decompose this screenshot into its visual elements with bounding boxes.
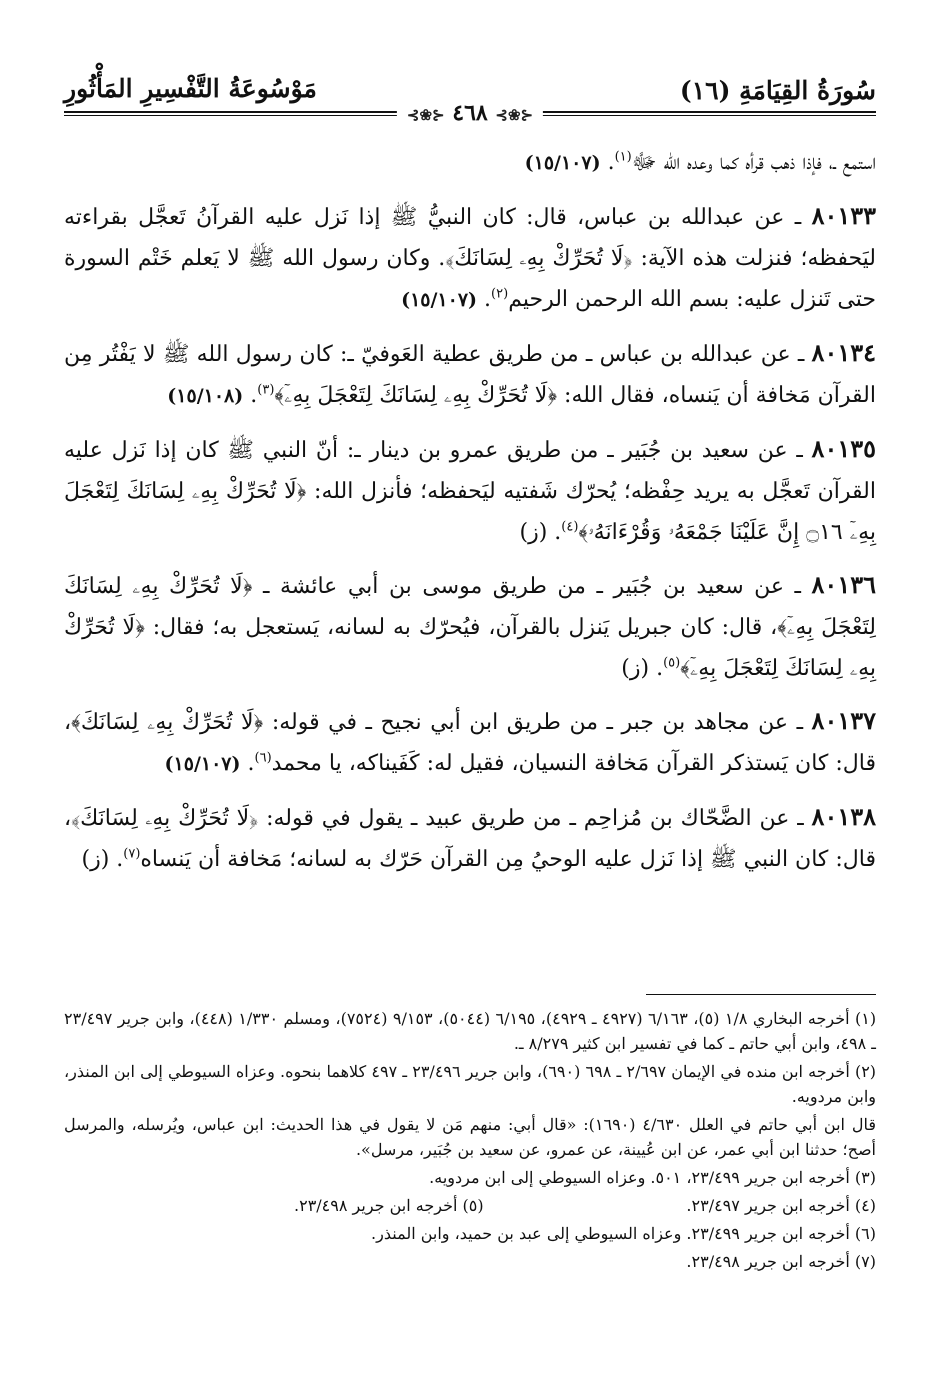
narration-80135: [64, 428, 876, 553]
narration-text: ـ عن سعيد بن جُبَير ـ من طريق موسى بن أبي عائشة ـ ﴿لَا تُحَرِّكْ بِهِۦ لِسَانَكَ لِتَعْجَلَ بِهِۦٓ﴾، قال: كان جبريل يَنزل بالقرآن، فيُحرّك به لسانه، يَستعجل به؛ فقال: ﴿لَا تُحَرِّكْ بِهِۦ لِسَانَكَ لِتَعْجَلَ بِهِۦٓ﴾: [64, 574, 876, 681]
footnote-marker: (٧): [123, 846, 141, 862]
narration-continued: [64, 142, 876, 184]
book-title: مَوْسُوعَةُ التَّفْسِيرِ المَأْثُورِ: [64, 74, 317, 103]
narration-text: ـ عن عبدالله بن عباس ـ من طريق عطية العَوفيّ ـ: كان رسول الله ﷺ لا يَفْتُر مِن القرآن مَخافة أن يَنساه، فقال الله: ﴿لَا تُحَرِّكْ بِهِۦ لِسَانَكَ لِتَعْجَلَ بِهِۦٓ﴾: [64, 342, 876, 408]
source-reference: (١٥/١٠٨): [167, 385, 244, 407]
footnote-1: (١) أخرجه البخاري ١/٨ (٥)، ٦/١٦٣ (٤٩٢٧ ـ ٤٩٢٩)، ٦/١٩٥ (٥٠٤٤)، ٩/١٥٣ (٧٥٢٤)، ومسلم ١/٣٣٠ (٤٤٨)، وابن جرير ٢٣/٤٩٧ ـ ٤٩٨، وابن أبي حاتم ـ كما في تفسير ابن كثير ٨/٢٧٩ ـ.: [64, 1009, 877, 1053]
narration-number: ٨٠١٣٤: [811, 338, 876, 367]
narration-text: ـ عن عبدالله بن عباس، قال: كان النبيُّ ﷺ إذا نَزل عليه القرآنُ تَعجَّل بقراءته ليَحفظه؛ فنزلت هذه الآية: ﴿لَا تُحَرِّكْ بِهِۦ لِسَانَكَ﴾. وكان رسول الله ﷺ لا يَعلم خَتْم السورة حتى تَنزل عليه: بسم الله الرحمن الرحيم: [64, 205, 876, 312]
narration-number: ٨٠١٣٥: [811, 434, 876, 463]
narration-tail: .: [607, 150, 615, 175]
footnote-marker: (٣): [257, 382, 275, 398]
running-header: [64, 70, 876, 130]
narration-number: ٨٠١٣٣: [811, 201, 877, 230]
narration-tail: .: [484, 287, 492, 312]
narration-number: ٨٠١٣٧: [811, 706, 876, 735]
footnote-2-note: قال ابن أبي حاتم في العلل ٤/٦٣٠ (١٦٩٠): «قال أبي: منهم مَن لا يقول في هذا الحديث: ابن عباس، ويُرسله، والمرسل أصح؛ حدثنا ابن أبي عمر، عن ابن عُيينة، عن عمرو، عن سعيد بن جُبَير، مرسل».: [64, 1115, 876, 1159]
source-reference: (١٥/١٠٧): [524, 152, 601, 174]
footnote-marker: (٢): [491, 286, 509, 302]
page-number: ٤٦٨: [452, 100, 488, 126]
page-number-box: [397, 100, 543, 126]
footnote-separator: [646, 994, 876, 995]
narration-number: ٨٠١٣٦: [811, 570, 876, 599]
footnote-2: (٢) أخرجه ابن منده في الإيمان ٢/٦٩٧ ـ ٦٩٨ (٦٩٠)، وابن جرير ٢٣/٤٩٦ ـ ٤٩٧ كلاهما بنحوه. وعزاه السيوطي إلى ابن المنذر، وابن مردويه.: [64, 1062, 877, 1106]
narration-tail: . (ز): [81, 847, 124, 872]
narration-80134: [64, 332, 876, 417]
ornament-icon: ⊰❀⊱: [495, 106, 534, 124]
footnote-3: (٣) أخرجه ابن جرير ٢٣/٤٩٩، ٥٠١. وعزاه السيوطي إلى ابن مردويه.: [429, 1168, 876, 1187]
surah-title: سُورَةُ القِيَامَةِ (١٦): [679, 76, 876, 105]
narration-text: استمع ـ، فإذا ذهب قرأه كما وعده الله ﷻ: [631, 150, 876, 175]
narration-80137: [64, 700, 876, 785]
narration-text: ـ عن مجاهد بن جبر ـ من طريق ابن أبي نجيح ـ في قوله: ﴿لَا تُحَرِّكْ بِهِۦ لِسَانَكَ﴾، قال: كان يَستذكر القرآن مَخافة النسيان، فقيل له: كَفَيناكه، يا محمد: [64, 710, 876, 776]
footnote-marker: (٤): [561, 519, 579, 535]
footnote-row-4-5: [64, 1193, 876, 1218]
narration-tail: . (ز): [621, 656, 664, 681]
narration-80138: [64, 796, 876, 880]
footnotes: [64, 1006, 876, 1277]
footnote-5: (٥) أخرجه ابن جرير ٢٣/٤٩٨.: [294, 1196, 484, 1215]
source-reference: (١٥/١٠٧): [401, 289, 478, 311]
narration-tail: . (ز): [519, 520, 562, 545]
narration-80136: [64, 564, 876, 689]
narration-text: ـ عن سعيد بن جُبَير ـ من طريق عمرو بن دينار ـ: أنّ النبي ﷺ كان إذا نَزل عليه القرآن تَعجَّل به يريد حِفْظه؛ يُحرّك شَفتيه ليَحفظه؛ فأنزل الله: ﴿لَا تُحَرِّكْ بِهِۦ لِسَانَكَ لِتَعْجَلَ بِهِۦٓ ۝١٦ إِنَّ عَلَيْنَا جَمْعَهُۥ وَقُرْءَانَهُۥ﴾: [64, 438, 876, 545]
narration-tail: .: [247, 751, 255, 776]
footnote-7: (٧) أخرجه ابن جرير ٢٣/٤٩٨.: [686, 1252, 876, 1271]
footnote-marker: (٥): [663, 655, 681, 671]
narration-text: ـ عن الضَّحّاك بن مُزاحِم ـ من طريق عبيد ـ يقول في قوله: ﴿لَا تُحَرِّكْ بِهِۦ لِسَانَكَ﴾، قال: كان النبي ﷺ إذا نَزل عليه الوحيُ مِن القرآن حَرّك به لسانه؛ مَخافة أن يَنساه: [64, 806, 876, 872]
narration-number: ٨٠١٣٨: [811, 802, 876, 831]
footnote-6: (٦) أخرجه ابن جرير ٢٣/٤٩٩. وعزاه السيوطي إلى عبد بن حميد، وابن المنذر.: [371, 1224, 876, 1243]
footnote-4: (٤) أخرجه ابن جرير ٢٣/٤٩٧.: [686, 1196, 876, 1215]
main-text: [64, 142, 876, 891]
footnote-marker: (٦): [254, 750, 272, 766]
ornament-icon: ⊰❀⊱: [406, 106, 445, 124]
narration-tail: .: [250, 383, 258, 408]
source-reference: (١٥/١٠٧): [164, 753, 241, 775]
narration-80133: [64, 195, 876, 321]
footnote-marker: (١): [614, 149, 632, 165]
